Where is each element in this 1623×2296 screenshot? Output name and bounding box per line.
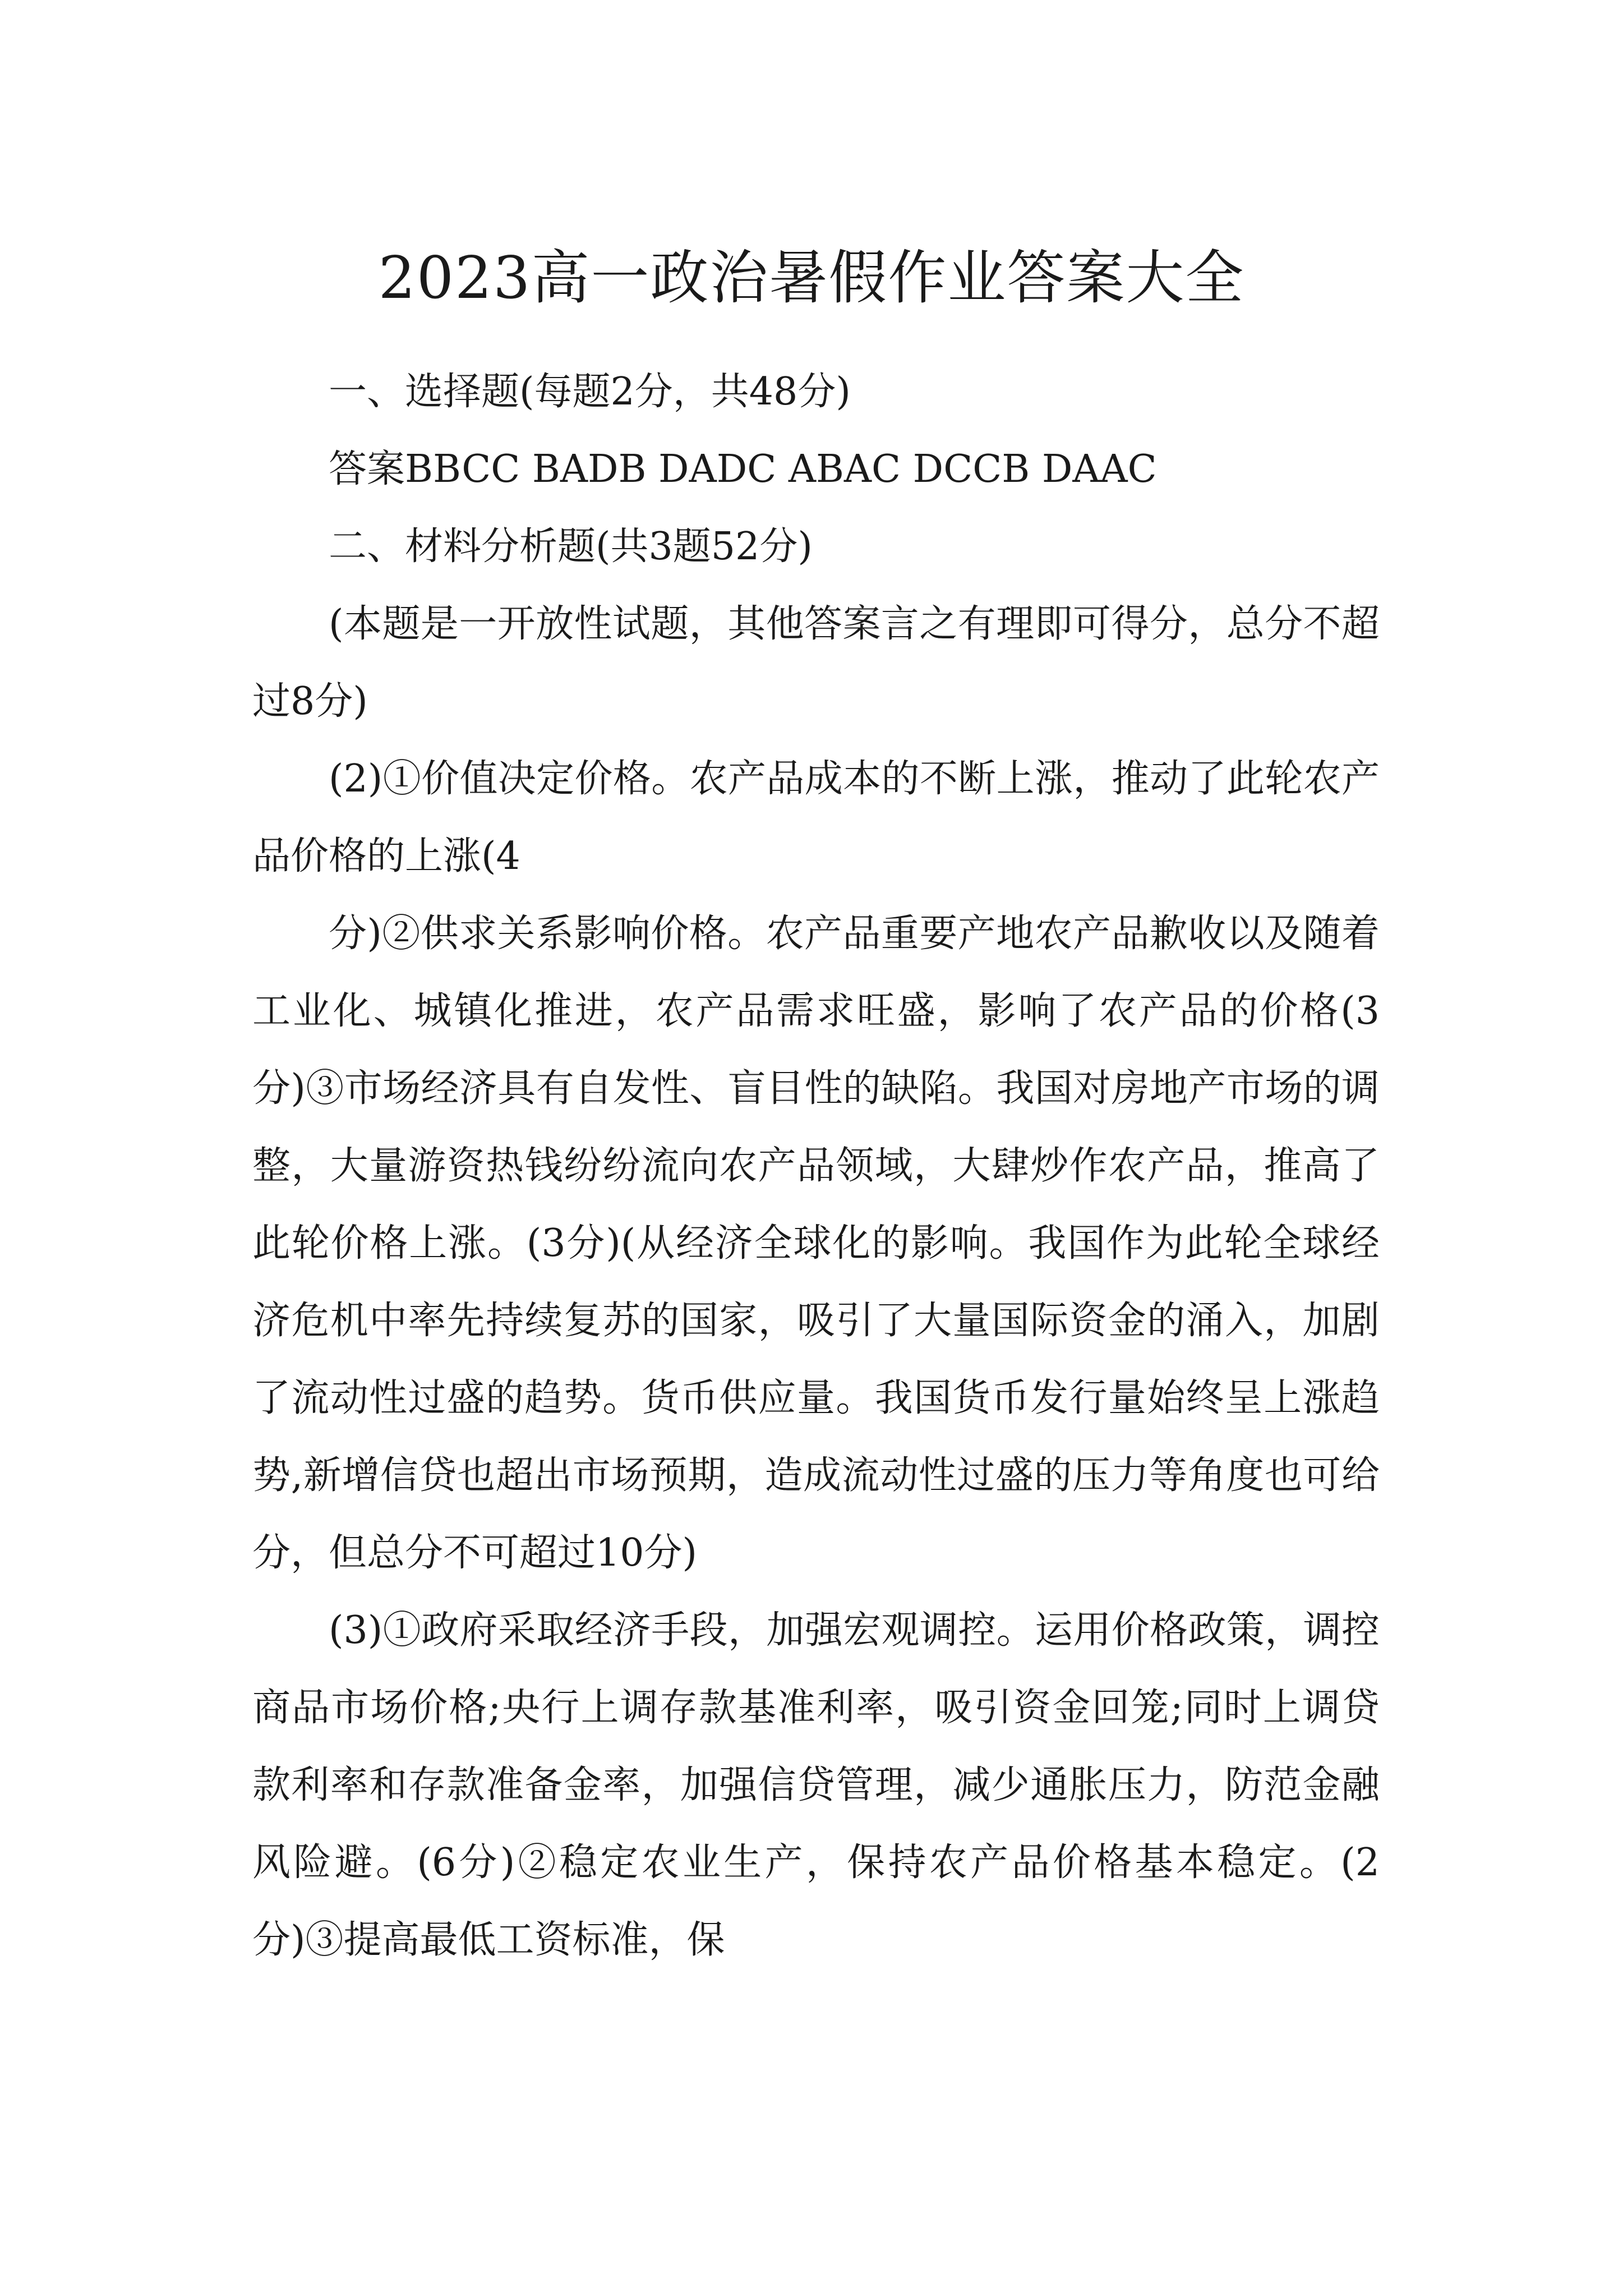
answer-2-part2: 分)②供求关系影响价格。农产品重要产地农产品歉收以及随着工业化、城镇化推进，农产品需求旺盛，影响了农产品的价格(3分)③市场经济具有自发性、盲目性的缺陷。我国对房地产市场的调整，大量游资热钱纷纷流向农产品领域，大肆炒作农产品，推高了此轮价格上涨。(3分)(从经济全球化的影响。我国作为此轮全球经济危机中率先持续复苏的国家，吸引了大量国际资金的涌入，加剧了流动性过盛的趋势。货币供应量。我国货币发行量始终呈上涨趋势,新增信贷也超出市场预期，造成流动性过盛的压力等角度也可给分，但总分不可超过10分) — [252, 912, 1380, 1575]
document-title: 2023高一政治暑假作业答案大全 — [378, 243, 1245, 312]
document-body — [252, 353, 1380, 1979]
choice-answers: 答案BBCC BADB DADC ABAC DCCB DAAC — [329, 447, 1157, 491]
answer-2-part1: (2)①价值决定价格。农产品成本的不断上涨，推动了此轮农产品价格的上涨(4 — [252, 757, 1380, 878]
answer-3: (3)①政府采取经济手段，加强宏观调控。运用价格政策，调控商品市场价格;央行上调存款基准利率，吸引资金回笼;同时上调贷款利率和存款准备金率，加强信贷管理，减少通胀压力，防范金融风险避。(6分)②稳定农业生产，保持农产品价格基本稳定。(2分)③提高最低工资标准，保 — [252, 1608, 1380, 1962]
section-heading-choice: 一、选择题(每题2分，共48分) — [329, 370, 851, 414]
analysis-note: (本题是一开放性试题，其他答案言之有理即可得分，总分不超过8分) — [252, 602, 1380, 724]
section-heading-analysis: 二、材料分析题(共3题52分) — [329, 524, 813, 569]
